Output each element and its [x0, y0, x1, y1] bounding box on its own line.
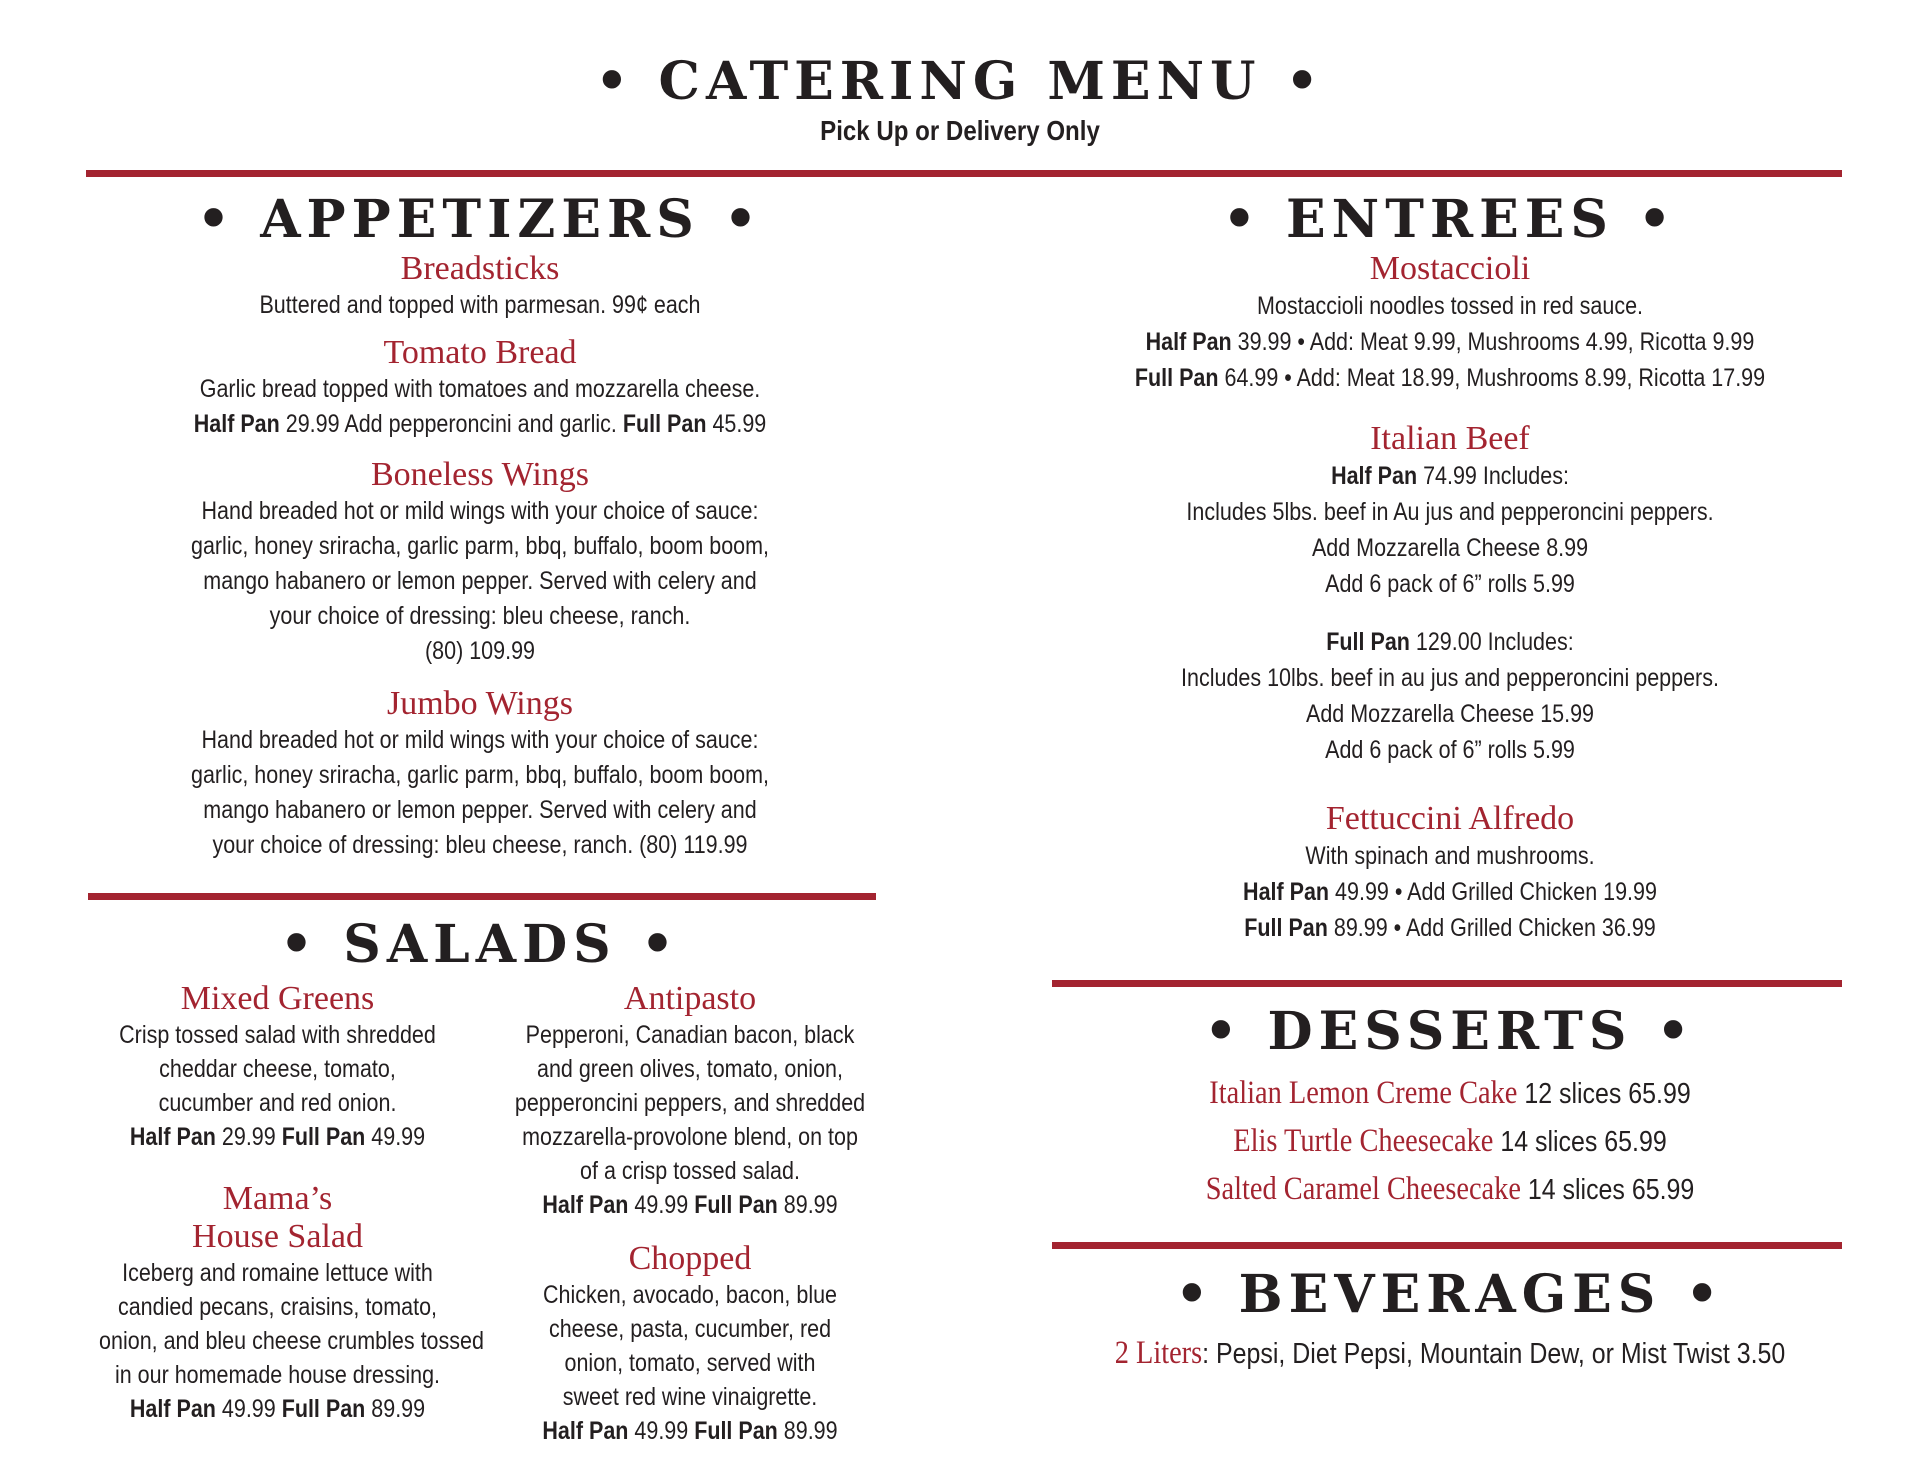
- item-price-line: [1106, 874, 1794, 910]
- half-pan-label: Half Pan: [542, 1417, 629, 1445]
- description-line: onion, and bleu cheese crumbles tossed: [99, 1327, 484, 1355]
- half-pan-label: Half Pan: [1243, 878, 1330, 906]
- item-price: (80) 109.99: [425, 637, 535, 665]
- description-line: your choice of dressing: bleu cheese, ranch. (80) 119.99: [212, 831, 748, 859]
- half-pan-price: 49.99: [634, 1417, 689, 1445]
- menu-item-jumbo-wings: [80, 685, 880, 863]
- menu-item-boneless-wings: [80, 456, 880, 669]
- item-name: House Salad: [192, 1218, 363, 1255]
- dessert-name: Italian Lemon Creme Cake: [1209, 1075, 1518, 1111]
- desserts-divider: [1052, 1242, 1842, 1249]
- item-name: Mixed Greens: [180, 980, 375, 1017]
- page-subtitle: Pick Up or Delivery Only: [820, 115, 1100, 146]
- item-price-line: [1106, 360, 1794, 396]
- item-price-line: [99, 1120, 456, 1154]
- desserts-heading: • DESSERTS •: [1204, 1001, 1696, 1062]
- beverage-line: [1106, 1334, 1794, 1374]
- menu-item-italian-beef: [1050, 420, 1850, 768]
- item-description: [99, 1018, 456, 1154]
- item-description: [136, 494, 824, 669]
- item-name: Chopped: [628, 1240, 752, 1277]
- item-name: Jumbo Wings: [387, 685, 573, 722]
- half-pan-price: 74.99 Includes:: [1423, 462, 1569, 490]
- description-line: candied pecans, craisins, tomato,: [117, 1293, 438, 1321]
- beverage-name: 2 Liters: [1114, 1335, 1203, 1371]
- item-name: Italian Beef: [1370, 420, 1530, 457]
- description-line: garlic, honey sriracha, garlic parm, bbq, buffalo, boom boom,: [190, 532, 770, 560]
- full-pan-price: 89.99: [371, 1395, 426, 1423]
- item-description: [1106, 458, 1794, 768]
- beverages-heading: • BEVERAGES •: [1175, 1264, 1725, 1325]
- salads-heading: • SALADS •: [279, 914, 681, 975]
- half-pan-price: 39.99 • Add: Meat 9.99, Mushrooms 4.99, Ricotta 9.99: [1237, 328, 1755, 356]
- menu-item-fettuccini-alfredo: [1050, 800, 1850, 946]
- menu-item-chopped: [485, 1240, 895, 1448]
- dessert-detail: 14 slices 65.99: [1500, 1126, 1667, 1158]
- dessert-item: [1106, 1166, 1794, 1214]
- full-pan-price: 89.99: [783, 1417, 838, 1445]
- full-pan-label: Full Pan: [1134, 364, 1219, 392]
- dessert-name: Salted Caramel Cheesecake: [1205, 1171, 1521, 1207]
- description-line: and green olives, tomato, onion,: [537, 1055, 843, 1083]
- page-title: • CATERING MENU •: [595, 51, 1325, 112]
- full-pan-price: 45.99: [712, 410, 767, 438]
- item-price-line: [514, 1414, 867, 1448]
- description-line: Add Mozzarella Cheese 8.99: [1311, 534, 1589, 562]
- header-divider: [86, 170, 1842, 177]
- half-pan-price: 49.99 • Add Grilled Chicken 19.99: [1335, 878, 1657, 906]
- full-pan-price: 129.00 Includes:: [1415, 628, 1574, 656]
- description-line: Chicken, avocado, bacon, blue: [542, 1281, 838, 1309]
- item-description: [514, 1018, 867, 1222]
- item-description: [99, 1256, 484, 1426]
- full-pan-label: Full Pan: [694, 1191, 778, 1219]
- half-pan-price: 49.99: [221, 1395, 276, 1423]
- item-description: Garlic bread topped with tomatoes and mozzarella cheese.: [199, 375, 761, 403]
- description-line: pepperoncini peppers, and shredded: [514, 1089, 866, 1117]
- desserts-list: [1050, 1070, 1850, 1214]
- dessert-detail: 12 slices 65.99: [1524, 1078, 1691, 1110]
- item-price-line: [1106, 910, 1794, 946]
- dessert-name: Elis Turtle Cheesecake: [1233, 1123, 1494, 1159]
- full-pan-price: 89.99: [783, 1191, 838, 1219]
- item-name: Breadsticks: [400, 250, 560, 287]
- item-description: [514, 1278, 867, 1448]
- add-on-note: Add pepperoncini and garlic.: [344, 410, 617, 438]
- half-pan-label: Half Pan: [1145, 328, 1232, 356]
- menu-item-tomato-bread: [80, 334, 880, 442]
- appetizers-heading: • APPETIZERS •: [196, 189, 764, 250]
- item-description: Buttered and topped with parmesan. 99¢ each: [259, 291, 701, 319]
- description-line: Hand breaded hot or mild wings with your choice of sauce:: [201, 726, 759, 754]
- item-description: [1106, 288, 1794, 396]
- description-line: cucumber and red onion.: [158, 1089, 397, 1117]
- item-price-line: [1106, 624, 1794, 660]
- description-line: Iceberg and romaine lettuce with: [122, 1259, 433, 1287]
- full-pan-label: Full Pan: [281, 1395, 366, 1423]
- description-line: your choice of dressing: bleu cheese, ranch.: [269, 602, 691, 630]
- description-line: garlic, honey sriracha, garlic parm, bbq, buffalo, boom boom,: [190, 761, 770, 789]
- dessert-item: [1106, 1070, 1794, 1118]
- description-line: cheddar cheese, tomato,: [159, 1055, 396, 1083]
- entrees-divider: [1052, 980, 1842, 987]
- description-line: With spinach and mushrooms.: [1305, 842, 1595, 870]
- dessert-detail: 14 slices 65.99: [1527, 1174, 1695, 1206]
- full-pan-price: 49.99: [371, 1123, 426, 1151]
- description-line: Add 6 pack of 6” rolls 5.99: [1325, 570, 1575, 598]
- full-pan-price: 64.99 • Add: Meat 18.99, Mushrooms 8.99, Ricotta 17.99: [1224, 364, 1766, 392]
- description-line: mozzarella-provolone blend, on top: [522, 1123, 858, 1151]
- description-line: Crisp tossed salad with shredded: [119, 1021, 436, 1049]
- entrees-heading: • ENTREES •: [1222, 189, 1678, 250]
- description-line: mango habanero or lemon pepper. Served with celery and: [203, 796, 757, 824]
- menu-item-antipasto: [485, 980, 895, 1222]
- full-pan-price: 89.99 • Add Grilled Chicken 36.99: [1333, 914, 1656, 942]
- item-name: Tomato Bread: [383, 334, 577, 371]
- half-pan-price: 29.99: [285, 410, 340, 438]
- half-pan-label: Half Pan: [1331, 462, 1418, 490]
- item-price-line: [514, 1188, 867, 1222]
- full-pan-label: Full Pan: [281, 1123, 366, 1151]
- half-pan-label: Half Pan: [193, 410, 280, 438]
- item-name: Mama’s: [222, 1180, 333, 1217]
- item-price-line: [1106, 458, 1794, 494]
- description-line: Add 6 pack of 6” rolls 5.99: [1325, 736, 1575, 764]
- description-line: Add Mozzarella Cheese 15.99: [1305, 700, 1595, 728]
- description-line: mango habanero or lemon pepper. Served with celery and: [203, 567, 757, 595]
- item-price-line: [1106, 324, 1794, 360]
- description-line: Hand breaded hot or mild wings with your choice of sauce:: [201, 497, 759, 525]
- full-pan-label: Full Pan: [1326, 628, 1410, 656]
- description-line: Includes 10lbs. beef in au jus and pepperoncini peppers.: [1181, 664, 1719, 692]
- description-line: sweet red wine vinaigrette.: [562, 1383, 818, 1411]
- beverage-detail: : Pepsi, Diet Pepsi, Mountain Dew, or Mist Twist 3.50: [1202, 1338, 1786, 1370]
- full-pan-label: Full Pan: [1244, 914, 1328, 942]
- beverages-item: [1050, 1334, 1850, 1374]
- description-line: in our homemade house dressing.: [114, 1361, 441, 1389]
- item-description: [1106, 838, 1794, 946]
- half-pan-price: 49.99: [634, 1191, 689, 1219]
- menu-item-mamas-house-salad: [70, 1180, 485, 1426]
- menu-item-mostaccioli: [1050, 250, 1850, 396]
- menu-item-breadsticks: [80, 250, 880, 323]
- dessert-item: [1106, 1118, 1794, 1166]
- item-name: Boneless Wings: [370, 456, 590, 493]
- half-pan-label: Half Pan: [129, 1123, 216, 1151]
- description-line: of a crisp tossed salad.: [580, 1157, 800, 1185]
- menu-item-mixed-greens: [70, 980, 485, 1154]
- item-name: Mostaccioli: [1369, 250, 1531, 287]
- item-name: Fettuccini Alfredo: [1325, 800, 1575, 837]
- item-description: [136, 723, 824, 863]
- description-line: Mostaccioli noodles tossed in red sauce.: [1256, 292, 1644, 320]
- item-price-line: [99, 1392, 456, 1426]
- appetizers-divider: [88, 893, 876, 900]
- description-line: Pepperoni, Canadian bacon, black: [525, 1021, 855, 1049]
- description-line: cheese, pasta, cucumber, red: [548, 1315, 832, 1343]
- description-line: onion, tomato, served with: [564, 1349, 816, 1377]
- half-pan-label: Half Pan: [129, 1395, 216, 1423]
- half-pan-label: Half Pan: [542, 1191, 629, 1219]
- full-pan-label: Full Pan: [694, 1417, 778, 1445]
- description-line: Includes 5lbs. beef in Au jus and pepperoncini peppers.: [1186, 498, 1714, 526]
- item-name: Antipasto: [623, 980, 757, 1017]
- item-price-line: [136, 407, 824, 442]
- half-pan-price: 29.99: [221, 1123, 276, 1151]
- full-pan-label: Full Pan: [622, 410, 707, 438]
